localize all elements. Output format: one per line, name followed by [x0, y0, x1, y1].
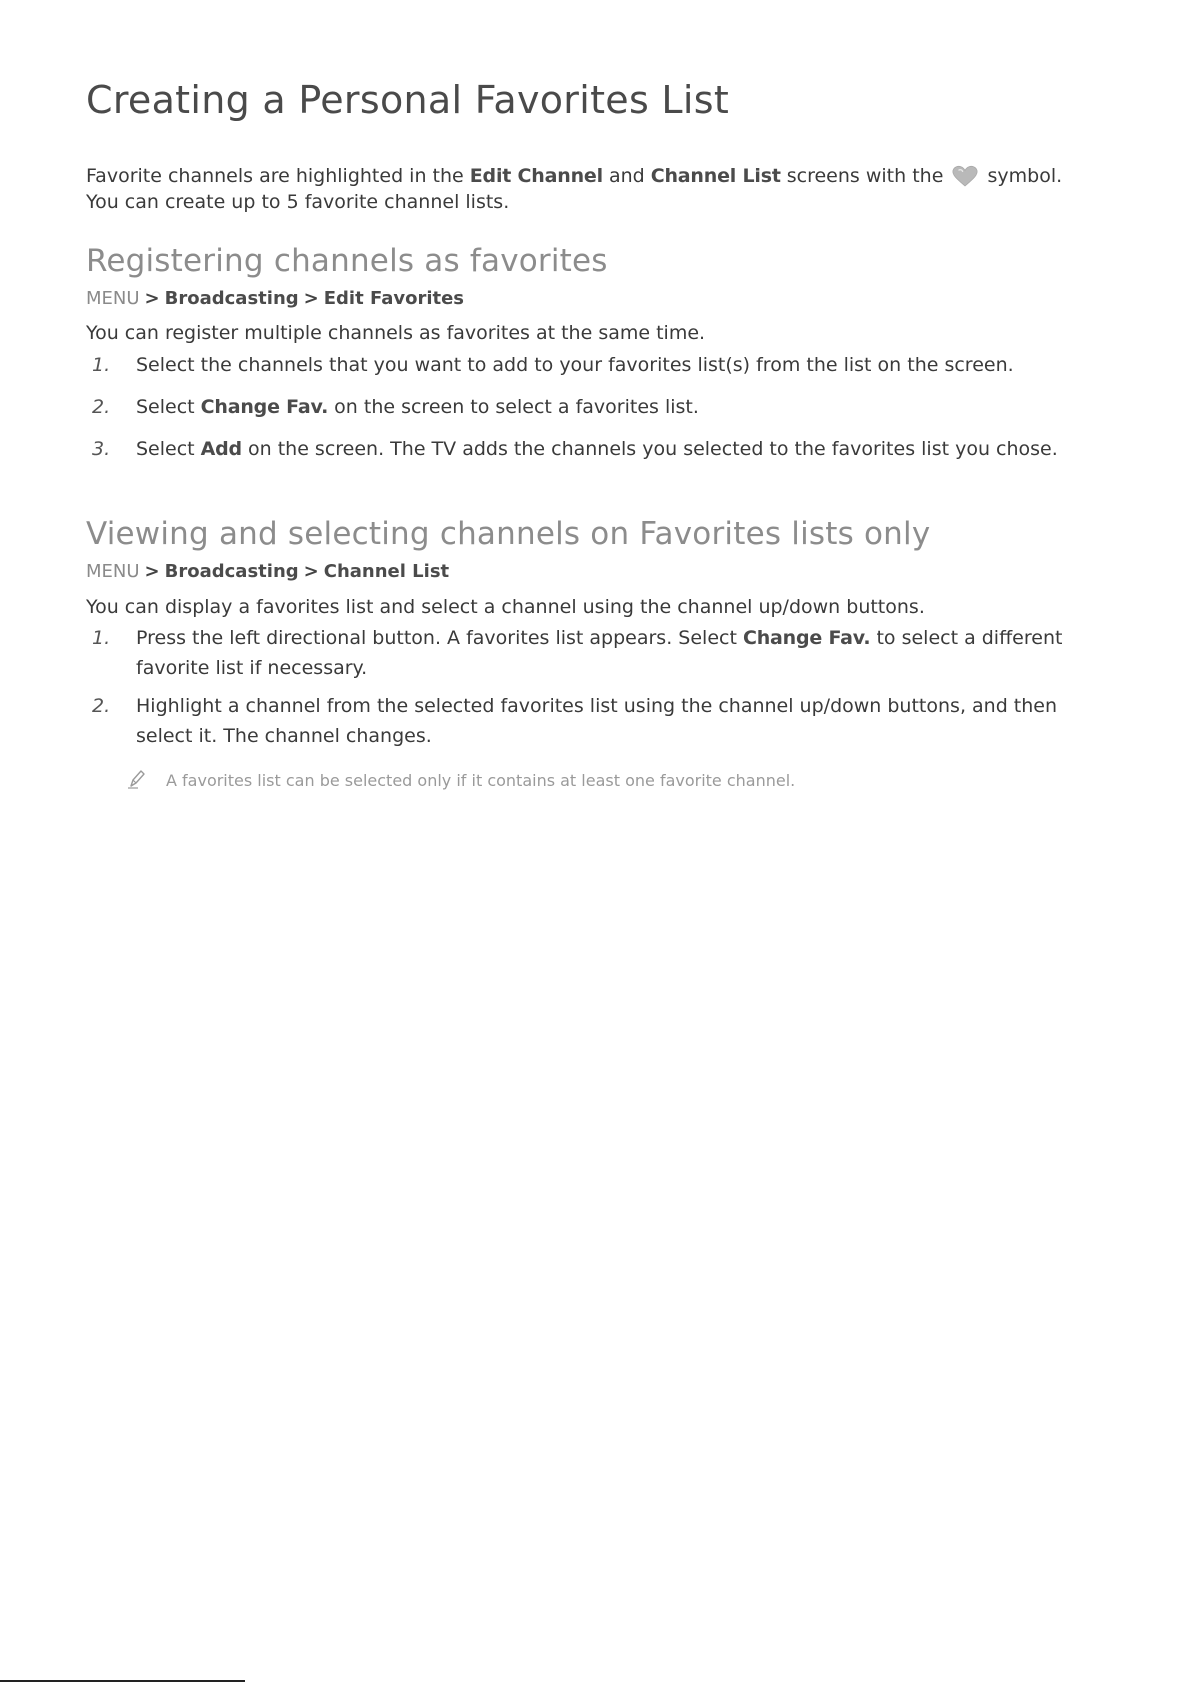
step-text [136, 434, 1106, 464]
menu-path-root: MENU [86, 288, 140, 309]
page-title: Creating a Personal Favorites List [86, 78, 730, 122]
intro-text: screens with the [780, 165, 950, 187]
note [126, 768, 795, 790]
step-text-part: Select [136, 438, 201, 460]
step-text-part: Press the left directional button. A favorites list appears. Select [136, 627, 743, 649]
section-heading-viewing: Viewing and selecting channels on Favorites lists only [86, 516, 931, 552]
step-text-part: Select the channels that you want to add to your favorites list(s) from the list on the screen. [136, 354, 1014, 376]
step-number: 2. [92, 695, 111, 717]
step-text-part: Highlight a channel from the selected favorites list using the channel up/down buttons, and then select it. The channel changes. [136, 695, 1058, 747]
chevron-right-icon: > [144, 288, 160, 309]
menu-path-broadcasting: Broadcasting [164, 288, 299, 309]
step-item [86, 691, 1106, 751]
menu-path-root: MENU [86, 561, 140, 582]
step-text [136, 623, 1106, 683]
section-lead: You can display a favorites list and select a channel using the channel up/down buttons. [86, 596, 925, 618]
step-item [86, 392, 1106, 422]
step-number: 1. [92, 354, 111, 376]
step-text-part: to select a different favorite list if necessary. [136, 627, 1063, 679]
step-text-part: on the screen. The TV adds the channels you selected to the favorites list you chose. [241, 438, 1058, 460]
menu-path [86, 561, 449, 582]
step-item [86, 434, 1106, 464]
menu-path-broadcasting: Broadcasting [164, 561, 299, 582]
intro-line-2: You can create up to 5 favorite channel lists. [86, 191, 510, 213]
menu-path-edit-favorites: Edit Favorites [323, 288, 465, 309]
channel-list-term: Channel List [650, 165, 781, 187]
chevron-right-icon: > [144, 561, 160, 582]
chevron-right-icon: > [303, 561, 319, 582]
menu-path-channel-list: Channel List [323, 561, 450, 582]
intro-text: and [602, 165, 651, 187]
step-number: 2. [92, 396, 111, 418]
intro-text: Favorite channels are highlighted in the [86, 165, 470, 187]
add-term: Add [200, 438, 242, 460]
intro-line-1 [86, 163, 1062, 189]
intro-text: symbol. [981, 165, 1063, 187]
step-number: 1. [92, 627, 111, 649]
step-item [86, 350, 1106, 380]
step-text-part: Select [136, 396, 201, 418]
section-lead: You can register multiple channels as favorites at the same time. [86, 322, 706, 344]
heart-icon [951, 165, 979, 187]
section-heading-registering: Registering channels as favorites [86, 243, 608, 279]
step-text-part: on the screen to select a favorites list. [328, 396, 699, 418]
pencil-icon [126, 768, 148, 790]
intro-paragraph [86, 163, 1062, 215]
edit-channel-term: Edit Channel [469, 165, 603, 187]
note-text: A favorites list can be selected only if it contains at least one favorite channel. [166, 771, 796, 790]
step-number: 3. [92, 438, 111, 460]
step-text [136, 691, 1106, 751]
menu-path [86, 288, 464, 309]
footer-rule [0, 1680, 245, 1682]
change-fav-term: Change Fav. [742, 627, 871, 649]
step-text [136, 392, 1106, 422]
change-fav-term: Change Fav. [200, 396, 329, 418]
chevron-right-icon: > [303, 288, 319, 309]
step-text [136, 350, 1106, 380]
step-item [86, 623, 1106, 683]
